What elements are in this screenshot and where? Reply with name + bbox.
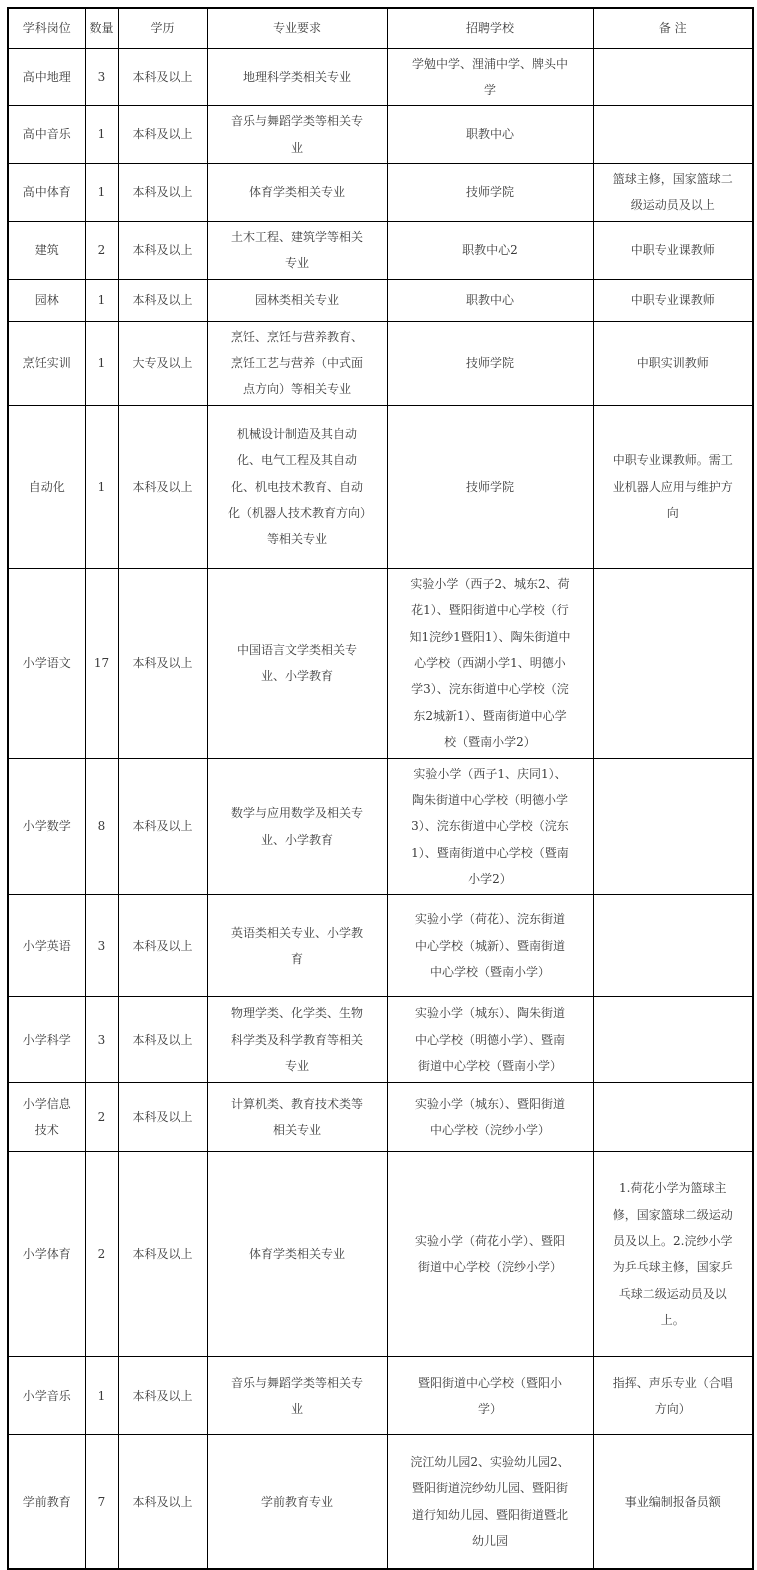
cell-major: 音乐与舞蹈学类等相关专业 (207, 106, 387, 164)
recruitment-table (7, 7, 754, 1570)
cell-schools: 职教中心 (387, 279, 593, 321)
cell-remark: 1.荷花小学为篮球主修，国家篮球二级运动员及以上。2.浣纱小学为乒乓球主修，国家乒乓球二级运动员及以上。 (593, 1152, 753, 1357)
cell-schools: 实验小学（荷花小学）、暨阳街道中心学校（浣纱小学） (387, 1152, 593, 1357)
cell-degree: 本科及以上 (118, 568, 207, 758)
cell-remark: 中职专业课教师。需工业机器人应用与维护方向 (593, 405, 753, 568)
cell-major: 英语类相关专业、小学教育 (207, 895, 387, 997)
table-row (8, 997, 753, 1083)
cell-degree: 本科及以上 (118, 1435, 207, 1569)
cell-major: 土木工程、建筑学等相关专业 (207, 221, 387, 279)
cell-degree: 本科及以上 (118, 48, 207, 106)
cell-major: 体育学类相关专业 (207, 164, 387, 222)
cell-major: 计算机类、教育技术类等相关专业 (207, 1083, 387, 1152)
cell-schools: 技师学院 (387, 164, 593, 222)
header-cell-remark: 备 注 (593, 8, 753, 48)
cell-post: 高中体育 (8, 164, 85, 222)
cell-major: 中国语言文学类相关专业、小学教育 (207, 568, 387, 758)
header-cell-degree: 学历 (118, 8, 207, 48)
cell-post: 小学音乐 (8, 1357, 85, 1435)
table-row (8, 164, 753, 222)
cell-count: 8 (85, 758, 118, 895)
cell-remark: 指挥、声乐专业（合唱方向） (593, 1357, 753, 1435)
table-row (8, 48, 753, 106)
cell-remark (593, 758, 753, 895)
cell-post: 小学数学 (8, 758, 85, 895)
cell-schools: 暨阳街道中心学校（暨阳小学） (387, 1357, 593, 1435)
cell-major: 机械设计制造及其自动化、电气工程及其自动化、机电技术教育、自动化（机器人技术教育方向）等相关专业 (207, 405, 387, 568)
table-body (8, 48, 753, 1569)
cell-degree: 本科及以上 (118, 164, 207, 222)
cell-count: 1 (85, 106, 118, 164)
cell-count: 1 (85, 321, 118, 405)
cell-post: 小学语文 (8, 568, 85, 758)
header-cell-count: 数量 (85, 8, 118, 48)
table-header-row (8, 8, 753, 48)
cell-remark (593, 997, 753, 1083)
cell-degree: 本科及以上 (118, 997, 207, 1083)
cell-schools: 实验小学（城东）、暨阳街道中心学校（浣纱小学） (387, 1083, 593, 1152)
cell-schools: 实验小学（西子2、城东2、荷花1）、暨阳街道中心学校（行知1浣纱1暨阳1）、陶朱街道中心学校（西湖小学1、明德小学3）、浣东街道中心学校（浣东2城新1）、暨南街道中心学校（暨南小学2） (387, 568, 593, 758)
cell-degree: 本科及以上 (118, 758, 207, 895)
cell-post: 高中地理 (8, 48, 85, 106)
cell-remark (593, 568, 753, 758)
cell-remark (593, 48, 753, 106)
cell-count: 7 (85, 1435, 118, 1569)
cell-major: 地理科学类相关专业 (207, 48, 387, 106)
table-row (8, 1152, 753, 1357)
cell-post: 园林 (8, 279, 85, 321)
table-row (8, 1357, 753, 1435)
cell-count: 17 (85, 568, 118, 758)
table-row (8, 106, 753, 164)
cell-major: 学前教育专业 (207, 1435, 387, 1569)
cell-degree: 本科及以上 (118, 1152, 207, 1357)
cell-remark (593, 895, 753, 997)
cell-degree: 本科及以上 (118, 1357, 207, 1435)
cell-post: 学前教育 (8, 1435, 85, 1569)
cell-remark: 中职专业课教师 (593, 221, 753, 279)
table-row (8, 405, 753, 568)
table-row (8, 568, 753, 758)
cell-post: 建筑 (8, 221, 85, 279)
cell-remark: 中职专业课教师 (593, 279, 753, 321)
cell-schools: 技师学院 (387, 405, 593, 568)
cell-schools: 技师学院 (387, 321, 593, 405)
cell-degree: 本科及以上 (118, 1083, 207, 1152)
table-row (8, 1083, 753, 1152)
cell-post: 小学信息技术 (8, 1083, 85, 1152)
cell-count: 3 (85, 895, 118, 997)
table-row (8, 758, 753, 895)
table-row (8, 221, 753, 279)
cell-remark: 篮球主修，国家篮球二级运动员及以上 (593, 164, 753, 222)
cell-post: 小学科学 (8, 997, 85, 1083)
cell-post: 高中音乐 (8, 106, 85, 164)
cell-major: 烹饪、烹饪与营养教育、烹饪工艺与营养（中式面点方向）等相关专业 (207, 321, 387, 405)
cell-remark (593, 106, 753, 164)
cell-schools: 实验小学（西子1、庆同1）、陶朱街道中心学校（明德小学3）、浣东街道中心学校（浣东1）、暨南街道中心学校（暨南小学2） (387, 758, 593, 895)
table-row (8, 321, 753, 405)
cell-degree: 本科及以上 (118, 279, 207, 321)
cell-major: 音乐与舞蹈学类等相关专业 (207, 1357, 387, 1435)
table-row (8, 1435, 753, 1569)
cell-post: 小学体育 (8, 1152, 85, 1357)
cell-major: 物理学类、化学类、生物科学类及科学教育等相关专业 (207, 997, 387, 1083)
cell-count: 1 (85, 164, 118, 222)
cell-degree: 本科及以上 (118, 405, 207, 568)
cell-major: 体育学类相关专业 (207, 1152, 387, 1357)
cell-schools: 实验小学（城东）、陶朱街道中心学校（明德小学）、暨南街道中心学校（暨南小学） (387, 997, 593, 1083)
cell-major: 数学与应用数学及相关专业、小学教育 (207, 758, 387, 895)
cell-post: 烹饪实训 (8, 321, 85, 405)
cell-schools: 实验小学（荷花）、浣东街道中心学校（城新）、暨南街道中心学校（暨南小学） (387, 895, 593, 997)
cell-count: 1 (85, 405, 118, 568)
cell-count: 2 (85, 1083, 118, 1152)
cell-count: 1 (85, 279, 118, 321)
cell-degree: 大专及以上 (118, 321, 207, 405)
cell-count: 2 (85, 221, 118, 279)
cell-degree: 本科及以上 (118, 895, 207, 997)
cell-schools: 学勉中学、浬浦中学、牌头中学 (387, 48, 593, 106)
cell-remark (593, 1083, 753, 1152)
cell-count: 1 (85, 1357, 118, 1435)
cell-post: 自动化 (8, 405, 85, 568)
cell-count: 2 (85, 1152, 118, 1357)
cell-remark: 事业编制报备员额 (593, 1435, 753, 1569)
cell-count: 3 (85, 997, 118, 1083)
table-row (8, 895, 753, 997)
cell-count: 3 (85, 48, 118, 106)
cell-remark: 中职实训教师 (593, 321, 753, 405)
cell-degree: 本科及以上 (118, 221, 207, 279)
cell-schools: 职教中心2 (387, 221, 593, 279)
table-row (8, 279, 753, 321)
header-cell-major: 专业要求 (207, 8, 387, 48)
cell-major: 园林类相关专业 (207, 279, 387, 321)
cell-schools: 职教中心 (387, 106, 593, 164)
header-cell-schools: 招聘学校 (387, 8, 593, 48)
cell-post: 小学英语 (8, 895, 85, 997)
cell-schools: 浣江幼儿园2、实验幼儿园2、暨阳街道浣纱幼儿园、暨阳街道行知幼儿园、暨阳街道暨北幼儿园 (387, 1435, 593, 1569)
header-cell-post: 学科岗位 (8, 8, 85, 48)
cell-degree: 本科及以上 (118, 106, 207, 164)
